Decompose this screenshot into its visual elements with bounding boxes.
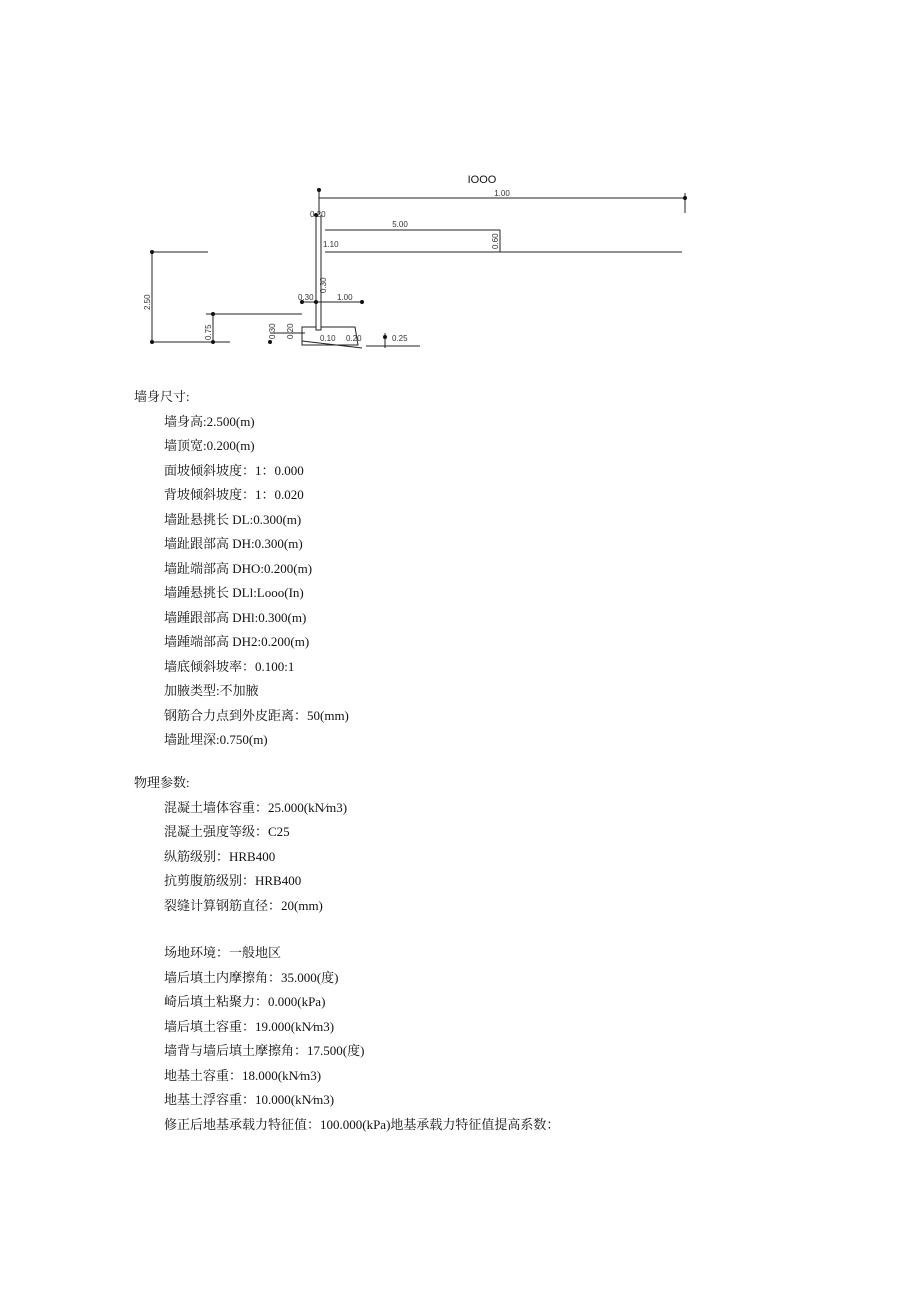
dim-base-slope: 0.10: [320, 334, 336, 343]
wall-dim-item: 背坡倾斜坡度：1：0.020: [164, 487, 304, 502]
dim-heel-len: 5.00: [392, 220, 408, 229]
wall-dim-item: 墙踵跟部高 DHl:0.300(m): [164, 609, 307, 625]
site-params-section: [134, 941, 559, 1137]
physical-param-item: 混凝土墙体容重：25.000(kN∕m3): [164, 799, 348, 815]
physical-param-item: 混凝土强度等级：C25: [164, 824, 290, 839]
dim-heel-right-h: 0.60: [491, 233, 500, 249]
retaining-wall-drawing: [130, 165, 700, 360]
dim-heel-short: 1.00: [337, 293, 353, 302]
wall-dim-item: 墙踵端部高 DH2:0.200(m): [164, 634, 310, 649]
dim-right-h: 0.25: [392, 334, 408, 343]
wall-dimensions-heading: 墙身尺寸:: [134, 389, 190, 404]
wall-dim-item: 加腋类型:不加腋: [164, 683, 259, 698]
site-param-item: 地基土浮容重：10.000(kN∕m3): [164, 1092, 335, 1107]
dim-wall-top: 0.20: [310, 210, 326, 219]
site-param-item: 墙背与墙后填土摩擦角：17.500(度): [164, 1043, 365, 1058]
dim-stem-w: 0.30: [319, 277, 328, 293]
wall-dim-item: 面坡倾斜坡度：1：0.000: [164, 462, 304, 478]
dim-toe-h1: 0.30: [268, 323, 277, 339]
physical-param-item: 纵筋级别：HRB400: [164, 848, 276, 864]
wall-section-svg: [130, 165, 700, 360]
wall-dim-item: 墙底倾斜坡率：0.100:1: [164, 658, 295, 674]
dim-toe-embed: 0.75: [204, 324, 213, 340]
dim-heel-end: 0.20: [346, 334, 362, 343]
wall-dim-item: 墙踵悬挑长 DLl:Looo(In): [164, 585, 304, 600]
site-param-item: 墙后填土内摩擦角：35.000(度): [164, 969, 339, 985]
wall-dim-item: 墙趾端部高 DHO:0.200(m): [164, 560, 313, 576]
dim-wall-mid: 1.10: [323, 240, 339, 249]
site-param-item: 墙后填土容重：19.000(kN∕m3): [164, 1018, 335, 1034]
wall-dim-item: 墙趾悬挑长 DL:0.300(m): [164, 511, 302, 527]
dim-toe-len: 0.30: [298, 293, 314, 302]
dim-height-left: 2.50: [143, 294, 152, 310]
physical-param-item: 裂缝计算钢筋直径：20(mm): [164, 897, 323, 913]
wall-dim-item: 墙趾跟部高 DH:0.300(m): [164, 536, 303, 551]
wall-dim-item: 墙身高:2.500(m): [164, 413, 255, 429]
wall-dim-item: 墙顶宽:0.200(m): [164, 438, 255, 453]
dim-top-total: IOOO: [467, 174, 497, 186]
site-param-item: 修正后地基承载力特征值：100.000(kPa)地基承载力特征值提高系数：: [164, 1116, 560, 1132]
wall-dimensions-section: [134, 385, 349, 753]
site-param-item: 场地环境：一般地区: [164, 945, 282, 960]
wall-dim-item: 钢筋合力点到外皮距离：50(mm): [164, 707, 349, 723]
site-param-item: 崎后填土粘聚力：0.000(kPa): [164, 994, 326, 1009]
physical-params-heading: 物理参数:: [134, 775, 190, 790]
physical-params-section: [134, 771, 347, 918]
dim-toe-h2: 0.20: [286, 323, 295, 339]
wall-dim-item: 墙趾埋深:0.750(m): [164, 732, 268, 747]
dim-top-total-sub: 1.00: [494, 189, 510, 198]
physical-param-item: 抗剪腹筋级别：HRB400: [164, 873, 302, 888]
site-param-item: 地基土容重：18.000(kN∕m3): [164, 1067, 322, 1083]
